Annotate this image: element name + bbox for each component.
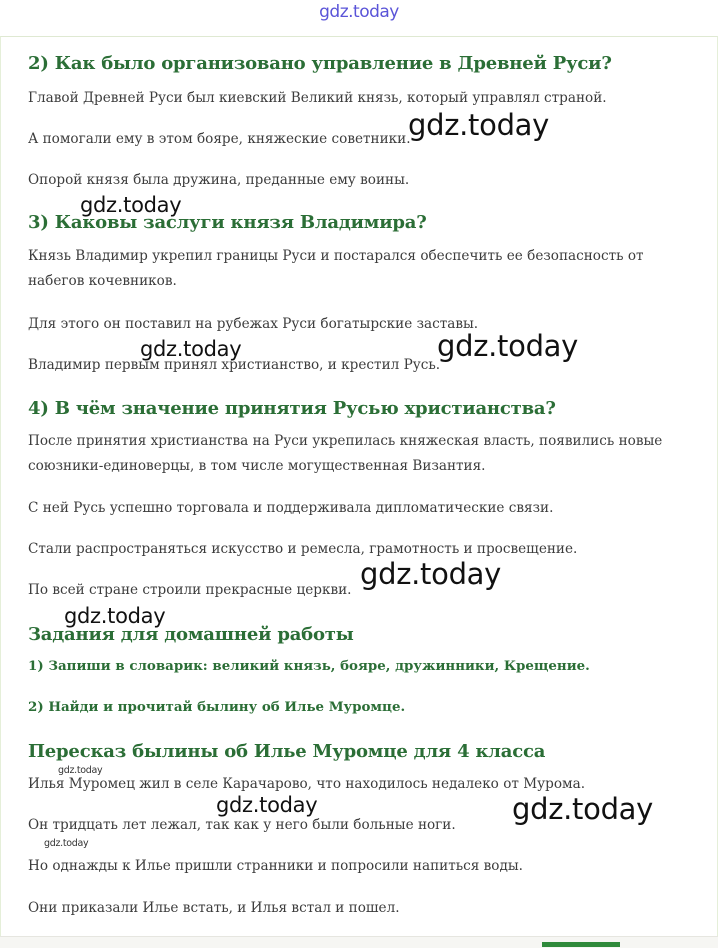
site-header — [0, 0, 718, 32]
watermark: gdz.today — [64, 604, 166, 628]
homework-task: 2) Найди и прочитай былину об Илье Муромце. — [28, 699, 406, 715]
paragraph: Илья Муромец жил в селе Карачарово, что находилось недалеко от Мурома. — [28, 776, 586, 792]
paragraph: После принятия христианства на Руси укрепилась княжеская власть, появились новые — [28, 433, 663, 449]
section-heading-vladimir: 3) Каковы заслуги князя Владимира? — [28, 212, 427, 233]
paragraph: Владимир первым принял христианство, и крестил Русь. — [28, 357, 441, 373]
paragraph: А помогали ему в этом бояре, княжеские советники. — [28, 131, 411, 147]
paragraph: Князь Владимир укрепил границы Руси и постарался обеспечить ее безопасность от — [28, 248, 644, 264]
section-heading-christianity: 4) В чём значение принятия Русью христианства? — [28, 398, 556, 419]
watermark: gdz.today — [512, 792, 654, 826]
footer-accent-bar — [542, 942, 620, 947]
watermark: gdz.today — [80, 193, 182, 217]
watermark: gdz.today — [58, 765, 103, 776]
watermark: gdz.today — [44, 838, 89, 849]
paragraph: Он тридцать лет лежал, так как у него были больные ноги. — [28, 817, 456, 833]
site-logo[interactable]: gdz.today — [319, 2, 399, 22]
paragraph: Но однажды к Илье пришли странники и попросили напиться воды. — [28, 858, 523, 874]
paragraph: По всей стране строили прекрасные церкви. — [28, 582, 352, 598]
paragraph: С ней Русь успешно торговала и поддерживала дипломатические связи. — [28, 500, 554, 516]
paragraph: союзники-единоверцы, в том числе могущественная Византия. — [28, 458, 486, 474]
paragraph: набегов кочевников. — [28, 273, 177, 289]
homework-task: 1) Запиши в словарик: великий князь, бояре, дружинники, Крещение. — [28, 658, 590, 674]
watermark: gdz.today — [408, 108, 550, 142]
watermark: gdz.today — [437, 329, 579, 363]
watermark: gdz.today — [216, 793, 318, 817]
paragraph: Стали распространяться искусство и ремесла, грамотность и просвещение. — [28, 541, 578, 557]
paragraph: Опорой князя была дружина, преданные ему воины. — [28, 172, 410, 188]
watermark: gdz.today — [360, 557, 502, 591]
watermark: gdz.today — [140, 337, 242, 361]
section-heading-retelling: Пересказ былины об Илье Муромце для 4 класса — [28, 741, 546, 762]
paragraph: Они приказали Илье встать, и Илья встал и пошел. — [28, 900, 400, 916]
paragraph: Для этого он поставил на рубежах Руси богатырские заставы. — [28, 316, 479, 332]
paragraph: Главой Древней Руси был киевский Великий князь, который управлял страной. — [28, 90, 607, 106]
section-heading-homework: Задания для домашней работы — [28, 624, 354, 645]
section-heading-governance: 2) Как было организовано управление в Древней Руси? — [28, 53, 612, 74]
